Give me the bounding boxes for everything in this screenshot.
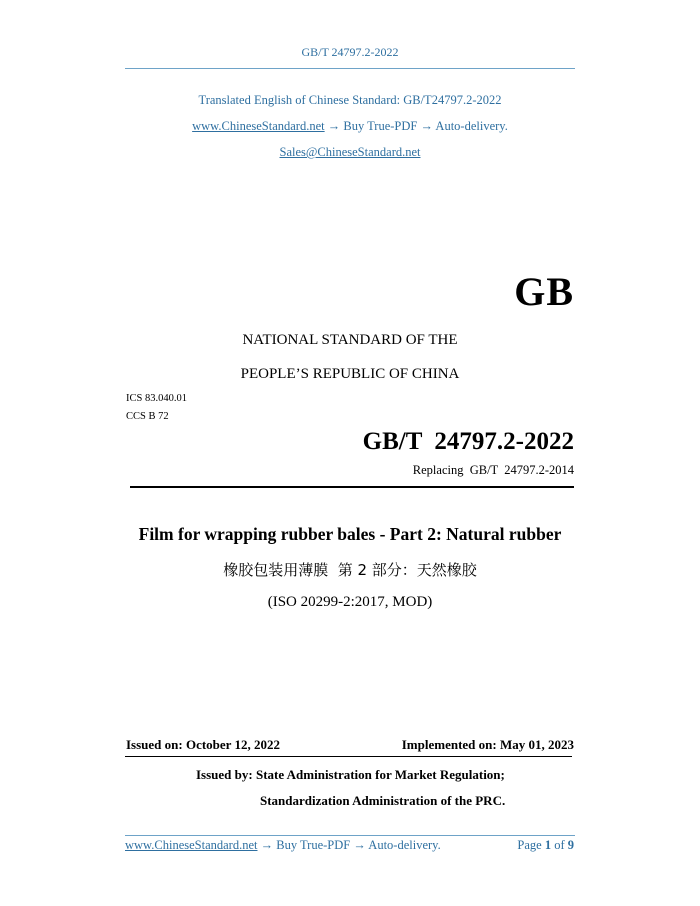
sales-email-link[interactable]: Sales@ChineseStandard.net xyxy=(279,145,421,159)
gb-logo: GB xyxy=(514,269,574,314)
translation-notice: Translated English of Chinese Standard: GB/T24797.2-2022 xyxy=(198,93,502,107)
standard-number: GB/T 24797.2-2022 xyxy=(362,428,574,455)
dates-divider xyxy=(125,756,572,757)
ics-code: ICS 83.040.01 xyxy=(126,393,187,404)
issuer-line1: Issued by: State Administration for Market Regulation; xyxy=(196,767,505,782)
buy-notice-text: → Buy True-PDF → Auto-delivery. xyxy=(324,119,508,133)
footer-buy-text: → Buy True-PDF → Auto-delivery. xyxy=(257,838,441,852)
of-label: of xyxy=(554,838,565,852)
page-header-code: GB/T 24797.2-2022 xyxy=(301,45,399,59)
iso-reference: (ISO 20299-2:2017, MOD) xyxy=(267,594,433,610)
document-title-english: Film for wrapping rubber bales - Part 2: Natural rubber xyxy=(138,524,562,544)
national-standard-line1: NATIONAL STANDARD OF THE xyxy=(242,332,458,348)
title-divider xyxy=(130,486,574,488)
national-standard-line2: PEOPLE’S REPUBLIC OF CHINA xyxy=(240,366,460,382)
page-number: 1 xyxy=(544,838,552,852)
footer-link-row xyxy=(125,838,441,853)
footer-divider xyxy=(125,835,575,836)
ccs-code: CCS B 72 xyxy=(126,411,169,422)
header-divider xyxy=(125,68,575,69)
page-total: 9 xyxy=(567,838,574,852)
document-title-chinese: 橡胶包装用薄膜 第 2 部分：天然橡胶 xyxy=(223,561,477,579)
buy-notice xyxy=(0,119,700,134)
issued-date: Issued on: October 12, 2022 xyxy=(126,737,280,752)
implemented-date: Implemented on: May 01, 2023 xyxy=(401,737,574,752)
sales-email-row xyxy=(0,145,700,160)
footer-site-link[interactable]: www.ChineseStandard.net xyxy=(125,838,258,852)
site-link[interactable]: www.ChineseStandard.net xyxy=(192,119,325,133)
replacing-standard: Replacing GB/T 24797.2-2014 xyxy=(412,463,574,477)
issuer-line2: Standardization Administration of the PRC. xyxy=(260,793,506,808)
page-indicator xyxy=(517,838,574,853)
page-label: Page xyxy=(517,838,542,852)
